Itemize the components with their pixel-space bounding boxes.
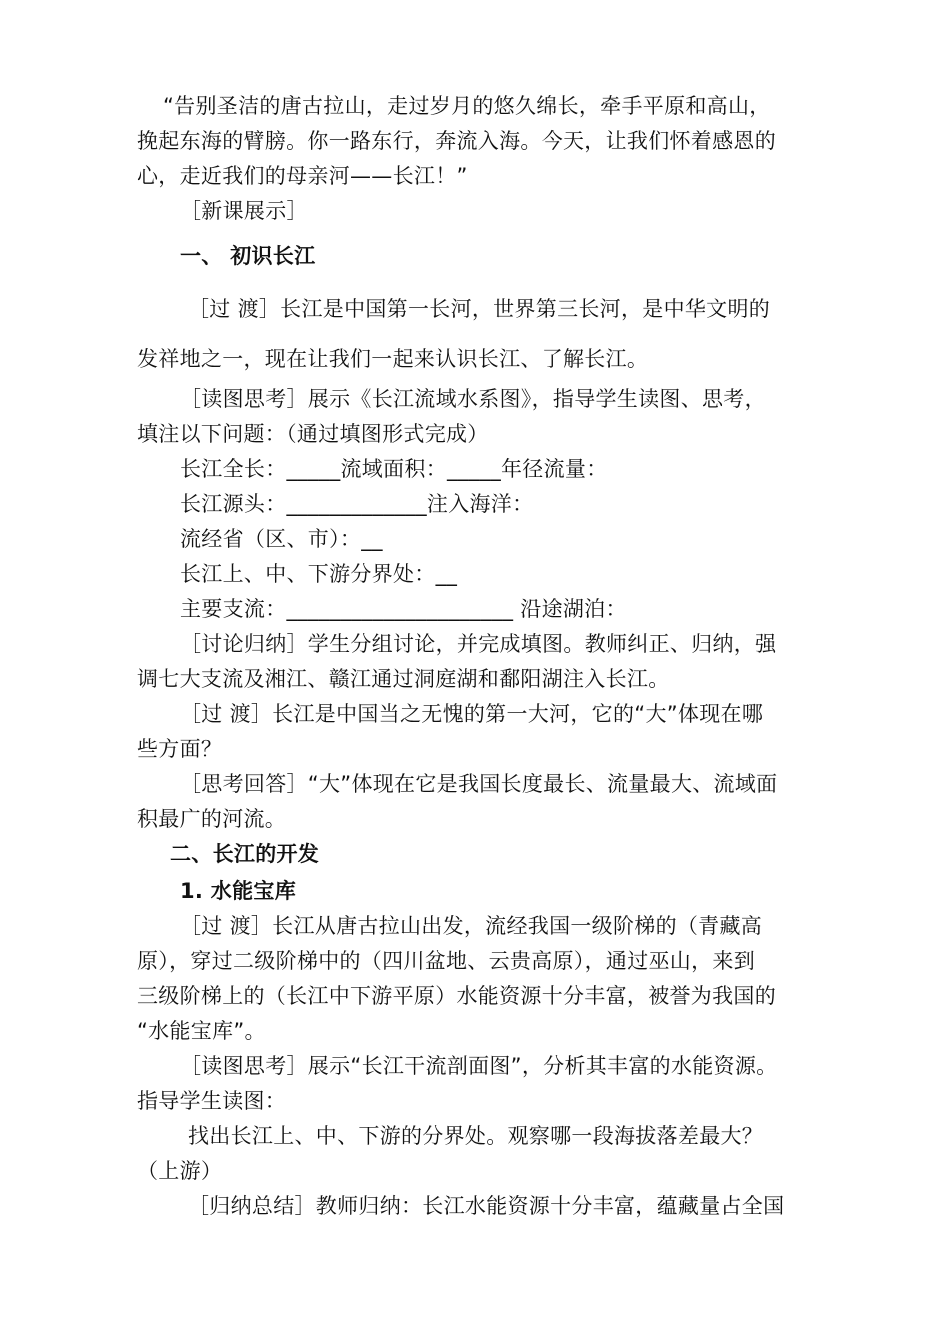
text-line: 挽起东海的臂膀。你一路东行，奔流入海。今天，让我们怀着感恩的 <box>137 129 776 153</box>
text-line: ［读图思考］展示“长江干流剖面图”，分析其丰富的水能资源。 <box>180 1054 778 1078</box>
section-heading: 一、 初识长江 <box>180 244 316 268</box>
text-line: 些方面？ <box>137 737 223 761</box>
text-line: 找出长江上、中、下游的分界处。观察哪一段海拔落差最大？ <box>188 1124 764 1148</box>
text-line: 发祥地之一，现在让我们一起来认识长江、了解长江。 <box>137 347 649 371</box>
text-line: ［过 渡］长江是中国第一长河，世界第三长河，是中华文明的 <box>188 297 771 321</box>
fill-blank-line: 长江上、中、下游分界处：__ <box>180 562 458 586</box>
text-line: ［思考回答］“大”体现在它是我国长度最长、流量最大、流域面 <box>180 772 778 796</box>
text-line: （上游） <box>137 1159 223 1183</box>
text-line: 三级阶梯上的（长江中下游平原）水能资源十分丰富，被誉为我国的 <box>137 984 776 1008</box>
text-line: 填注以下问题：（通过填图形式完成） <box>137 422 489 446</box>
text-line: 指导学生读图： <box>137 1089 287 1113</box>
text-line: “告别圣洁的唐古拉山，走过岁月的悠久绵长，牵手平原和高山， <box>163 94 771 118</box>
fill-blank-line: 长江源头：_____________注入海洋： <box>180 492 534 516</box>
fill-blank-line: 主要支流：_____________________ 沿途湖泊： <box>180 597 627 621</box>
text-line: “水能宝库”。 <box>137 1019 266 1043</box>
fill-blank-line: 长江全长：_____流域面积：_____年径流量： <box>180 457 608 481</box>
subsection-heading: 1. 水能宝库 <box>180 879 296 903</box>
fill-blank-line: 流经省（区、市）：__ <box>180 527 383 551</box>
text-line: ［过 渡］长江从唐古拉山出发，流经我国一级阶梯的（青藏高 <box>180 914 763 938</box>
text-line: ［讨论归纳］学生分组讨论，并完成填图。教师纠正、归纳，强 <box>180 632 777 656</box>
text-line: ［过 渡］长江是中国当之无愧的第一大河，它的“大”体现在哪 <box>180 702 764 726</box>
text-line: 调七大支流及湘江、赣江通过洞庭湖和鄱阳湖注入长江。 <box>137 667 670 691</box>
text-line: ［归纳总结］教师归纳：长江水能资源十分丰富，蕴藏量占全国 <box>188 1194 785 1218</box>
section-heading: 二、长江的开发 <box>170 842 320 866</box>
text-line: ［读图思考］展示《长江流域水系图》，指导学生读图、思考， <box>180 387 766 411</box>
section-label: ［新课展示］ <box>180 199 308 223</box>
text-line: 原），穿过二级阶梯中的（四川盆地、云贵高原），通过巫山，来到 <box>137 949 755 973</box>
text-line: 积最广的河流。 <box>137 807 287 831</box>
text-line: 心，走近我们的母亲河——长江！” <box>137 164 468 188</box>
